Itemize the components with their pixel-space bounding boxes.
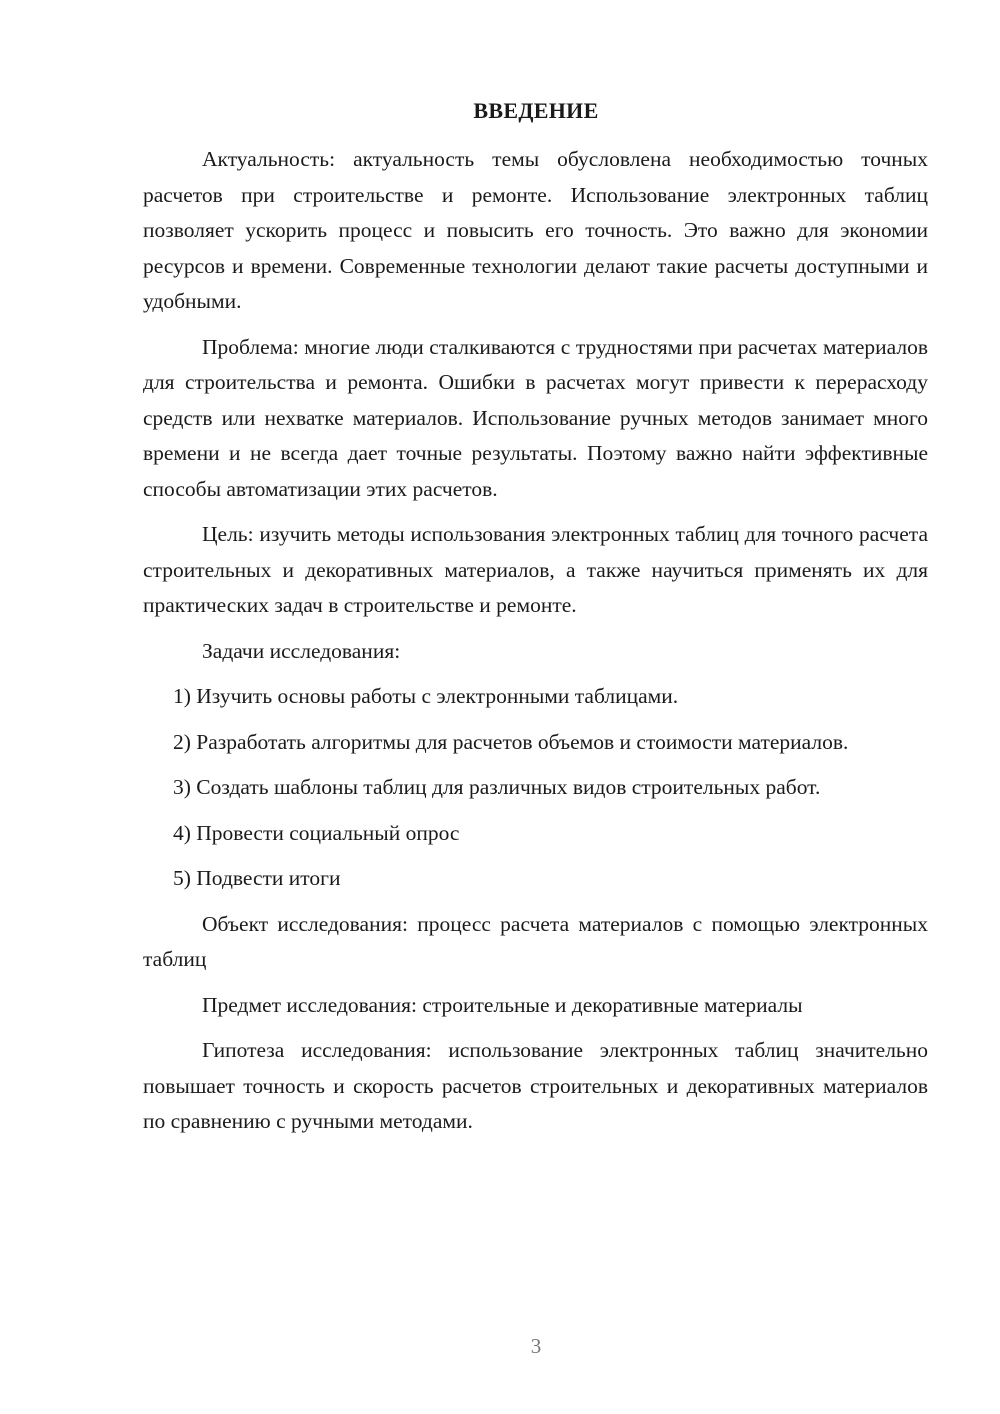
list-item-task-2: 2) Разработать алгоритмы для расчетов объемов и стоимости материалов. — [173, 729, 849, 754]
paragraph-relevance: Актуальность: актуальность темы обусловлена необходимостью точных расчетов при строительстве и ремонте. Использование электронных таблиц позволяет ускорить процесс и повысить его точность. Это важно для экономии ресурсов и времени. Современные технологии делают такие расчеты доступными и удобными. — [143, 147, 928, 313]
paragraph-problem: Проблема: многие люди сталкиваются с трудностями при расчетах материалов для строительства и ремонта. Ошибки в расчетах могут привести к перерасходу средств или нехватке материалов. Использование ручных методов занимает много времени и не всегда дает точные результаты. Поэтому важно найти эффективные способы автоматизации этих расчетов. — [143, 334, 928, 501]
page-number: 3 — [530, 1334, 542, 1358]
paragraph-goal: Цель: изучить методы использования электронных таблиц для точного расчета строительных и декоративных материалов, а также научиться применять их для практических задач в строительстве и ремонте. — [143, 522, 928, 617]
paragraph-tasks-heading: Задачи исследования: — [202, 638, 401, 663]
list-item-task-4: 4) Провести социальный опрос — [173, 820, 460, 845]
list-item-task-5: 5) Подвести итоги — [173, 866, 341, 890]
paragraph-subject: Предмет исследования: строительные и декоративные материалы — [202, 992, 803, 1017]
paragraph-hypothesis: Гипотеза исследования: использование электронных таблиц значительно повышает точность и скорость расчетов строительных и декоративных материалов по сравнению с ручными методами. — [143, 1038, 928, 1133]
paragraph-object: Объект исследования: процесс расчета материалов с помощью электронных таблиц — [143, 911, 928, 971]
page-title: ВВЕДЕНИЕ — [473, 98, 599, 123]
body-text — [143, 142, 928, 1150]
list-item-task-1: 1) Изучить основы работы с электронными таблицами. — [173, 684, 679, 708]
list-item-task-3: 3) Создать шаблоны таблиц для различных видов строительных работ. — [173, 775, 821, 799]
